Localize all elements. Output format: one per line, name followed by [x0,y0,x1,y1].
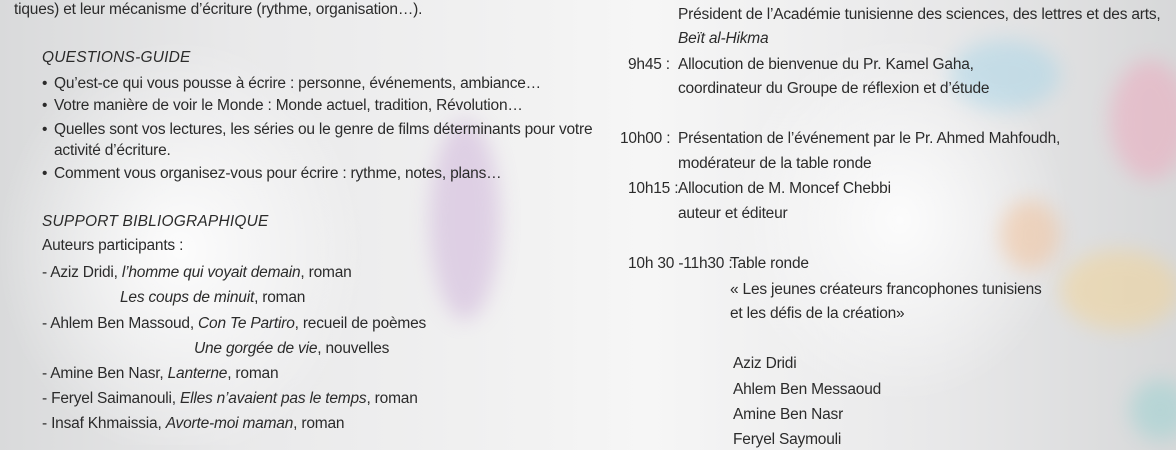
bibliography-entry: Les coups de minuit, roman [120,289,306,306]
schedule-time: 10h00 : [620,130,671,147]
question-item: • Votre manière de voir le Monde : Monde actuel, tradition, Révolution… [42,97,523,114]
participant-name: Amine Ben Nasr [733,406,844,423]
academy-name: Beït al-Hikma [678,30,769,47]
paint-splash-decoration [1130,380,1176,440]
schedule-item-detail: modérateur de la table ronde [678,155,872,172]
participant-name: Feryel Saymouli [733,431,842,448]
round-table-theme: et les défis de la création» [730,305,905,322]
schedule-item-detail: auteur et éditeur [678,205,788,222]
participant-name: Ahlem Ben Messaoud [733,381,882,398]
bibliography-entry: Une gorgée de vie, nouvelles [194,340,390,357]
bullet-icon: • [42,75,48,92]
bibliography-entry: - Amine Ben Nasr, Lanterne, roman [42,365,279,382]
schedule-item-detail: coordinateur du Groupe de réflexion et d’étude [678,80,990,97]
bibliography-entry: - Ahlem Ben Massoud, Con Te Partiro, recueil de poèmes [42,315,427,332]
bibliography-entry: - Insaf Khmaissia, Avorte-moi maman, roman [42,415,345,432]
bullet-icon: • [42,165,48,182]
bibliography-entry: - Feryel Saimanouli, Elles n’avaient pas le temps, roman [42,390,418,407]
participant-name: Aziz Dridi [733,355,797,372]
intro-text-tail: tiques) et leur mécanisme d’écriture (rythme, organisation…). [14,1,423,18]
paint-splash-decoration [1110,60,1176,180]
schedule-item: Présentation de l’événement par le Pr. Ahmed Mahfoudh, [678,130,1061,147]
schedule-time: 9h45 : [628,56,670,73]
questions-heading: QUESTIONS-GUIDE [42,49,191,66]
paint-splash-decoration [430,120,500,320]
question-item: • Comment vous organisez-vous pour écrire : rythme, notes, plans… [42,165,502,182]
president-title: Président de l’Académie tunisienne des sciences, des lettres et des arts, [678,6,1161,23]
paint-splash-decoration [950,40,1060,110]
authors-label: Auteurs participants : [42,237,184,254]
paint-splash-decoration [1060,250,1176,330]
round-table-theme: « Les jeunes créateurs francophones tunisiens [730,281,1042,298]
bullet-icon: • [42,121,48,138]
bibliography-heading: SUPPORT BIBLIOGRAPHIQUE [42,213,269,230]
question-item-continuation: activité d’écriture. [54,142,171,159]
paint-splash-decoration [1000,200,1060,270]
schedule-time: 10h 30 -11h30 : [628,255,733,272]
question-item: • Quelles sont vos lectures, les séries ou le genre de films déterminants pour votre [42,121,593,138]
schedule-time: 10h15 : [628,180,679,197]
schedule-item: Allocution de bienvenue du Pr. Kamel Gaha, [678,56,974,73]
schedule-item: Allocution de M. Moncef Chebbi [678,180,891,197]
question-item: • Qu’est-ce qui vous pousse à écrire : personne, événements, ambiance… [42,75,541,92]
bullet-icon: • [42,97,48,114]
bibliography-entry: - Aziz Dridi, l’homme qui voyait demain, roman [42,264,352,281]
schedule-item: Table ronde [730,255,809,272]
